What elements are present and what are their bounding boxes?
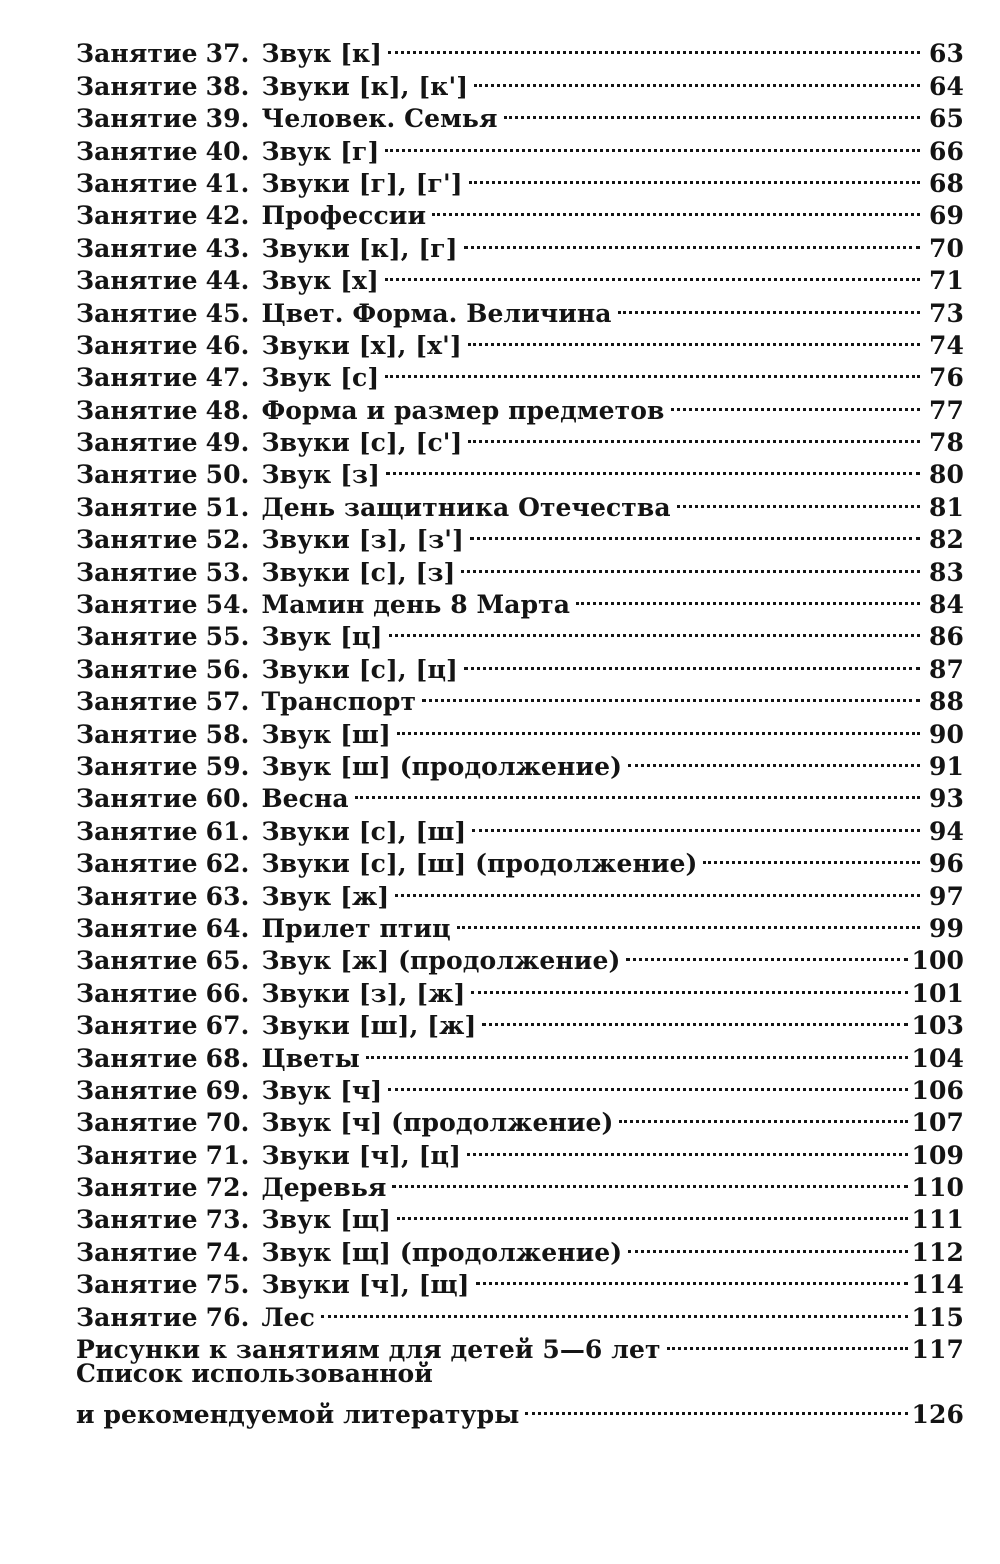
lesson-prefix: Занятие: [76, 1237, 198, 1267]
lesson-title: Звуки [с], [ц]: [261, 654, 458, 684]
lesson-prefix: Занятие: [76, 687, 198, 717]
lesson-prefix: Занятие: [76, 1043, 198, 1073]
lesson-number: 50.: [205, 460, 250, 490]
lesson-number: 39.: [205, 104, 250, 134]
toc-row-page: 87: [929, 654, 964, 684]
lesson-title: Звуки [с], [ш] (продолжение): [261, 849, 698, 879]
toc-row-page: 86: [929, 622, 964, 652]
lesson-title: Звуки [х], [х']: [261, 330, 462, 360]
toc-row-leader: [395, 872, 920, 904]
toc-row-page: 100: [911, 946, 964, 976]
lesson-prefix: Занятие: [76, 298, 198, 328]
toc-row-title: [76, 265, 379, 297]
lesson-title: Профессии: [261, 201, 427, 231]
toc-row-leader: [464, 645, 920, 677]
lesson-number: 38.: [205, 71, 250, 101]
toc-row-title: [76, 621, 383, 653]
lesson-title: Звук [ш]: [261, 719, 391, 749]
lesson-title: Звук [ш] (продолжение): [261, 751, 622, 781]
lesson-title: Транспорт: [261, 687, 417, 717]
toc-row-leader: [474, 62, 920, 94]
toc-row-page: 64: [929, 71, 964, 101]
lesson-prefix: Занятие: [76, 492, 198, 522]
toc-row-page: 117: [911, 1335, 964, 1365]
lesson-number: 55.: [205, 622, 250, 652]
toc-row-page: 93: [929, 784, 964, 814]
toc-row-leader: [677, 483, 920, 515]
toc-row-leader: [385, 127, 920, 159]
lesson-prefix: Занятие: [76, 751, 198, 781]
lesson-number: 51.: [205, 492, 250, 522]
toc-row-page: 77: [929, 395, 964, 425]
toc-row-title: [76, 200, 426, 232]
toc-row-leader: [457, 905, 920, 937]
toc-row-page: 71: [929, 266, 964, 296]
lesson-prefix: Занятие: [76, 719, 198, 749]
lesson-title: Форма и размер предметов: [261, 395, 665, 425]
lesson-prefix: Занятие: [76, 460, 198, 490]
toc-row-title: [76, 978, 465, 1010]
lesson-prefix: Занятие: [76, 590, 198, 620]
toc-row-leader: [386, 451, 920, 483]
lesson-number: 68.: [205, 1043, 250, 1073]
lesson-title: Весна: [261, 784, 349, 814]
lesson-prefix: Занятие: [76, 946, 198, 976]
toc-row-title: [76, 557, 455, 589]
toc-row-title: [76, 459, 380, 491]
toc-row-page: 80: [929, 460, 964, 490]
lesson-number: 64.: [205, 913, 250, 943]
lesson-title: Звук [ч] (продолжение): [261, 1108, 614, 1138]
toc-row-page: 111: [911, 1205, 964, 1235]
toc-row-leader: [388, 1067, 907, 1099]
toc-row-page: 65: [929, 104, 964, 134]
lesson-prefix: Занятие: [76, 363, 198, 393]
lesson-prefix: Занятие: [76, 233, 198, 263]
toc-row-page: 83: [929, 557, 964, 587]
toc-row-page: 88: [929, 687, 964, 717]
toc-row-leader: [389, 613, 920, 645]
lesson-prefix: Занятие: [76, 654, 198, 684]
toc-row-leader: [385, 257, 920, 289]
lesson-prefix: Занятие: [76, 395, 198, 425]
toc-row-leader: [469, 160, 920, 192]
lesson-prefix: Занятие: [76, 71, 198, 101]
lesson-title: Звук [ч]: [261, 1075, 383, 1105]
toc-row-page: 69: [929, 201, 964, 231]
toc-row-leader: [618, 289, 920, 321]
lesson-number: 52.: [205, 525, 250, 555]
table-of-contents: [76, 30, 964, 1429]
toc-row-page: 96: [929, 849, 964, 879]
toc-row-title: и рекомендуемой литературы: [76, 1399, 520, 1429]
lesson-prefix: Занятие: [76, 266, 198, 296]
lesson-title: Цветы: [261, 1043, 360, 1073]
lesson-prefix: Занятие: [76, 104, 198, 134]
toc-row-title: [76, 524, 464, 556]
lesson-prefix: Занятие: [76, 39, 198, 69]
toc-row-leader: [385, 354, 920, 386]
toc-row-title: [76, 1172, 386, 1204]
lesson-number: 63.: [205, 881, 250, 911]
lesson-title: Мамин день 8 Марта: [261, 590, 571, 620]
lesson-prefix: Занятие: [76, 913, 198, 943]
lesson-number: 42.: [205, 201, 250, 231]
toc-row-page: 112: [911, 1237, 964, 1267]
lesson-number: 71.: [205, 1140, 250, 1170]
lesson-title: Звук [ж]: [261, 881, 390, 911]
lesson-number: 54.: [205, 590, 250, 620]
toc-row-title: [76, 816, 466, 848]
lesson-title: Человек. Семья: [261, 104, 498, 134]
lesson-number: 76.: [205, 1302, 250, 1332]
toc-row-leader: [392, 1164, 907, 1196]
lesson-number: 66.: [205, 978, 250, 1008]
toc-row-leader: [671, 386, 920, 418]
lesson-number: 45.: [205, 298, 250, 328]
lesson-title: Звуки [г], [г']: [261, 168, 463, 198]
toc-row-title: [76, 362, 379, 394]
toc-row-leader: [703, 840, 920, 872]
toc-row-page: 66: [929, 136, 964, 166]
lesson-number: 60.: [205, 784, 250, 814]
lesson-prefix: Занятие: [76, 201, 198, 231]
lesson-title: Деревья: [261, 1173, 387, 1203]
toc-row-leader: [667, 1326, 908, 1358]
toc-row-leader: [432, 192, 920, 224]
lesson-prefix: Занятие: [76, 330, 198, 360]
lesson-prefix: Занятие: [76, 168, 198, 198]
toc-row-page: 91: [929, 751, 964, 781]
lesson-title: Лес: [261, 1302, 315, 1332]
toc-row-leader: [366, 1034, 908, 1066]
lesson-prefix: Занятие: [76, 1108, 198, 1138]
toc-row-page: 76: [929, 363, 964, 393]
toc-row-leader: [525, 1390, 907, 1422]
lesson-prefix: Занятие: [76, 816, 198, 846]
toc-row-page: 104: [911, 1043, 964, 1073]
toc-row-leader: [397, 710, 920, 742]
toc-row-page: 103: [911, 1011, 964, 1041]
toc-row-leader: [388, 30, 920, 62]
lesson-number: 65.: [205, 946, 250, 976]
toc-row-page: 78: [929, 428, 964, 458]
lesson-title: Звуки [к], [г]: [261, 233, 458, 263]
toc-row-page: 73: [929, 298, 964, 328]
lesson-number: 43.: [205, 233, 250, 263]
toc-row-leader: [619, 1099, 907, 1131]
toc-row-leader: [472, 807, 920, 839]
lesson-title: Цвет. Форма. Величина: [261, 298, 612, 328]
lesson-number: 44.: [205, 266, 250, 296]
toc-row-page: 115: [911, 1302, 964, 1332]
lesson-title: Звук [с]: [261, 363, 380, 393]
lesson-title: Звук [х]: [261, 266, 379, 296]
toc-row: [76, 30, 964, 69]
toc-row-page: 109: [911, 1140, 964, 1170]
toc-row-leader: [464, 224, 920, 256]
lesson-prefix: Занятие: [76, 1205, 198, 1235]
toc-row-title: [76, 71, 468, 103]
toc-row-title: [76, 1043, 360, 1075]
toc-row-page: 101: [911, 978, 964, 1008]
lesson-prefix: Занятие: [76, 1075, 198, 1105]
lesson-title: Звук [г]: [261, 136, 380, 166]
lesson-number: 56.: [205, 654, 250, 684]
lesson-number: 41.: [205, 168, 250, 198]
toc-row-page: 90: [929, 719, 964, 749]
toc-row-leader: [422, 678, 920, 710]
toc-row-leader: [626, 937, 907, 969]
lesson-number: 70.: [205, 1108, 250, 1138]
toc-row-title: [76, 881, 389, 913]
lesson-number: 61.: [205, 816, 250, 846]
lesson-title: Звуки [к], [к']: [261, 71, 469, 101]
toc-row-page: 63: [929, 39, 964, 69]
toc-row-title: [76, 654, 458, 686]
lesson-title: Звуки [ч], [щ]: [261, 1270, 470, 1300]
toc-row-leader: [470, 516, 920, 548]
toc-row-page: 81: [929, 492, 964, 522]
toc-row-leader: [355, 775, 920, 807]
lesson-prefix: Занятие: [76, 1173, 198, 1203]
toc-row-leader: [468, 322, 920, 354]
toc-row-title: [76, 783, 349, 815]
toc-row-title: [76, 38, 382, 70]
toc-row-page: 107: [911, 1108, 964, 1138]
lesson-title: Прилет птиц: [261, 913, 451, 943]
toc-row-page: 74: [929, 330, 964, 360]
toc-row-page: 114: [911, 1270, 964, 1300]
lesson-prefix: Занятие: [76, 881, 198, 911]
lesson-number: 67.: [205, 1011, 250, 1041]
toc-row-title: [76, 1302, 315, 1334]
lesson-title: Звук [щ]: [261, 1205, 392, 1235]
lesson-prefix: Занятие: [76, 525, 198, 555]
lesson-prefix: Занятие: [76, 978, 198, 1008]
toc-row-leader: [628, 1228, 907, 1260]
toc-row-leader: [576, 581, 920, 613]
lesson-number: 48.: [205, 395, 250, 425]
toc-row-literature-line1: Список использованной: [76, 1359, 433, 1389]
toc-row-page: 82: [929, 525, 964, 555]
toc-row-leader: [504, 95, 920, 127]
lesson-number: 74.: [205, 1237, 250, 1267]
lesson-number: 49.: [205, 428, 250, 458]
lesson-prefix: Занятие: [76, 1011, 198, 1041]
lesson-title: Звук [щ] (продолжение): [261, 1237, 623, 1267]
lesson-prefix: Занятие: [76, 849, 198, 879]
toc-row-page: 84: [929, 590, 964, 620]
lesson-number: 53.: [205, 557, 250, 587]
lesson-prefix: Занятие: [76, 1270, 198, 1300]
toc-row-page: 94: [929, 816, 964, 846]
toc-row-title: [76, 168, 463, 200]
lesson-prefix: Занятие: [76, 784, 198, 814]
toc-row-page: 106: [911, 1075, 964, 1105]
lesson-title: Звук [к]: [261, 39, 383, 69]
lesson-number: 57.: [205, 687, 250, 717]
toc-row-leader: [468, 419, 920, 451]
lesson-title: День защитника Отечества: [261, 492, 671, 522]
toc-row-leader: [321, 1293, 908, 1325]
lesson-prefix: Занятие: [76, 136, 198, 166]
lesson-prefix: Занятие: [76, 1302, 198, 1332]
lesson-prefix: Занятие: [76, 428, 198, 458]
toc-row-title: [76, 136, 379, 168]
lesson-number: 62.: [205, 849, 250, 879]
toc-row-page: 99: [929, 913, 964, 943]
lesson-number: 59.: [205, 751, 250, 781]
lesson-title: Звуки [з], [з']: [261, 525, 464, 555]
toc-row-title: [76, 719, 391, 751]
lesson-number: 58.: [205, 719, 250, 749]
lesson-number: 46.: [205, 330, 250, 360]
lesson-title: Звук [з]: [261, 460, 381, 490]
lesson-title: Звук [ж] (продолжение): [261, 946, 621, 976]
toc-row-leader: [397, 1196, 907, 1228]
lesson-prefix: Занятие: [76, 557, 198, 587]
toc-row-page: 126: [911, 1399, 964, 1429]
toc-row-page: 70: [929, 233, 964, 263]
toc-row-leader: [628, 743, 920, 775]
lesson-number: 69.: [205, 1075, 250, 1105]
toc-row-leader: [471, 969, 907, 1001]
toc-row-title: [76, 686, 416, 718]
toc-row-page: 97: [929, 881, 964, 911]
lesson-prefix: Занятие: [76, 622, 198, 652]
toc-row-title: [76, 1204, 391, 1236]
lesson-number: 73.: [205, 1205, 250, 1235]
toc-row-leader: [461, 548, 920, 580]
lesson-number: 72.: [205, 1173, 250, 1203]
toc-row-page: 68: [929, 168, 964, 198]
toc-row-leader: [476, 1261, 908, 1293]
lesson-title: Звуки [с], [с']: [261, 428, 463, 458]
lesson-title: Звуки [ч], [ц]: [261, 1140, 462, 1170]
toc-row-title: Рисунки к занятиям для детей 5—6 лет: [76, 1335, 661, 1365]
toc-entries: [76, 30, 964, 1332]
lesson-title: Звуки [с], [з]: [261, 557, 456, 587]
lesson-prefix: Занятие: [76, 1140, 198, 1170]
lesson-title: Звуки [ш], [ж]: [261, 1011, 477, 1041]
toc-row-title: [76, 1075, 382, 1107]
lesson-number: 37.: [205, 39, 250, 69]
lesson-title: Звуки [з], [ж]: [261, 978, 466, 1008]
toc-row-leader: [482, 1002, 907, 1034]
lesson-number: 40.: [205, 136, 250, 166]
toc-row-literature: [76, 1390, 964, 1429]
lesson-number: 75.: [205, 1270, 250, 1300]
lesson-number: 47.: [205, 363, 250, 393]
lesson-title: Звук [ц]: [261, 622, 383, 652]
lesson-title: Звуки [с], [ш]: [261, 816, 467, 846]
toc-row-leader: [467, 1131, 907, 1163]
toc-row-page: 110: [911, 1173, 964, 1203]
toc-row-title: [76, 913, 451, 945]
